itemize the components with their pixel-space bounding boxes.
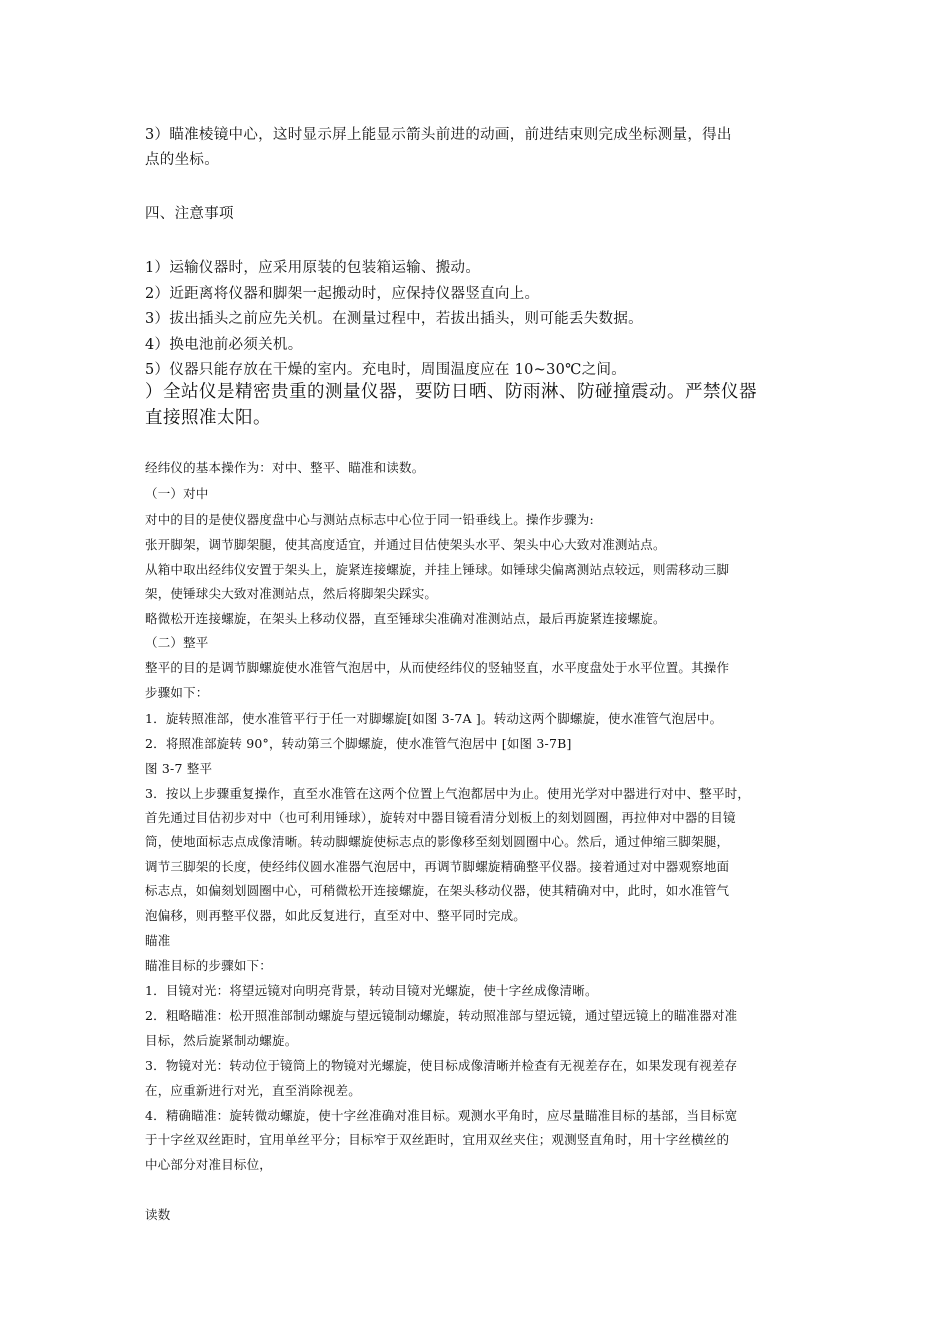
note-6-line-1: ）全站仪是精密贵重的测量仪器，要防日晒、防雨淋、防碰撞震动。严禁仪器 (145, 382, 757, 402)
item-3-line-2: 点的坐标。 (145, 152, 219, 168)
aiming-intro: 瞄准目标的步骤如下： (145, 958, 273, 973)
intro-paragraph: 经纬仪的基本操作为：对中、整平、瞄准和读数。 (145, 460, 425, 475)
aiming-step-4-line-1: 4．精确瞄准：旋转微动螺旋，使十字丝准确对准目标。观测水平角时，应尽量瞄准目标的基部，当目标宽 (145, 1108, 738, 1123)
leveling-step-2: 2．将照准部旋转 90°，转动第三个脚螺旋，使水准管气泡居中 [如图 3-7B] (145, 736, 572, 751)
note-1: 1）运输仪器时，应采用原装的包装箱运输、搬动。 (145, 260, 481, 276)
subsection-heading-reading: 读数 (145, 1207, 171, 1222)
note-3: 3）拔出插头之前应先关机。在测量过程中，若拔出插头，则可能丢失数据。 (145, 311, 643, 327)
leveling-step-3-line-2: 首先通过目估初步对中（也可利用锤球），旋转对中器目镜看清分划板上的刻划圆圈，再拉伸对中器的目镜 (145, 810, 736, 825)
aiming-step-3-line-2: 在，应重新进行对光，直至消除视差。 (145, 1083, 361, 1098)
note-5: 5）仪器只能存放在干燥的室内。充电时，周围温度应在 10~30℃之间。 (145, 362, 627, 378)
leveling-step-3-line-4: 调节三脚架的长度，使经纬仪圆水准器气泡居中，再调节脚螺旋精确整平仪器。接着通过对中器观察地面 (145, 859, 730, 874)
leveling-step-3-line-5: 标志点，如偏刻划圆圈中心，可稍微松开连接螺旋，在架头移动仪器，使其精确对中，此时，如水准管气 (145, 883, 730, 898)
aiming-step-3-line-1: 3．物镜对光：转动位于镜筒上的物镜对光螺旋，使目标成像清晰并检查有无视差存在，如果发现有视差存 (145, 1058, 738, 1073)
aiming-step-2-line-1: 2．粗略瞄准：松开照准部制动螺旋与望远镜制动螺旋，转动照准部与望远镜，通过望远镜上的瞄准器对准 (145, 1008, 738, 1023)
section-heading-notes: 四、注意事项 (145, 206, 234, 222)
leveling-step-3-line-3: 筒，使地面标志点成像清晰。转动脚螺旋使标志点的影像移至刻划圆圈中心。然后，通过伸缩三脚架腿， (145, 834, 730, 849)
subsection-heading-aiming: 瞄准 (145, 933, 171, 948)
aiming-step-1: 1．目镜对光：将望远镜对向明亮背景，转动目镜对光螺旋，使十字丝成像清晰。 (145, 983, 598, 998)
leveling-step-1: 1．旋转照准部，使水准管平行于任一对脚螺旋[如图 3-7A ]。转动这两个脚螺旋，使水准管气泡居中。 (145, 711, 723, 726)
note-6-line-2: 直接照准太阳。 (145, 408, 271, 428)
figure-caption: 图 3-7 整平 (145, 761, 213, 776)
centering-purpose: 对中的目的是使仪器度盘中心与测站点标志中心位于同一铅垂线上。操作步骤为: (145, 512, 594, 527)
leveling-purpose-line-2: 步骤如下： (145, 685, 209, 700)
centering-step-adjust: 略微松开连接螺旋，在架头上移动仪器，直至锤球尖准确对准测站点，最后再旋紧连接螺旋。 (145, 611, 666, 626)
centering-step-mount-line-1: 从箱中取出经纬仪安置于架头上，旋紧连接螺旋，并挂上锤球。如锤球尖偏离测站点较远，则需移动三脚 (145, 562, 730, 577)
subsection-heading-leveling: （二）整平 (145, 635, 209, 650)
aiming-step-4-line-3: 中心部分对准目标位， (145, 1157, 273, 1172)
leveling-step-3-line-1: 3．按以上步骤重复操作，直至水准管在这两个位置上气泡都居中为止。使用光学对中器进行对中、整平时， (145, 786, 751, 801)
subsection-heading-centering: （一）对中 (145, 486, 209, 501)
centering-step-mount-line-2: 架，使锤球尖大致对准测站点，然后将脚架尖踩实。 (145, 586, 438, 601)
leveling-step-3-line-6: 泡偏移，则再整平仪器，如此反复进行，直至对中、整平同时完成。 (145, 908, 527, 923)
centering-step-tripod: 张开脚架，调节脚架腿，使其高度适宜，并通过目估使架头水平、架头中心大致对准测站点。 (145, 537, 666, 552)
note-2: 2）近距离将仪器和脚架一起搬动时，应保持仪器竖直向上。 (145, 286, 540, 302)
leveling-purpose-line-1: 整平的目的是调节脚螺旋使水准管气泡居中，从而使经纬仪的竖轴竖直，水平度盘处于水平位置。其操作 (145, 660, 730, 675)
item-3-line-1: 3）瞄准棱镜中心，这时显示屏上能显示箭头前进的动画，前进结束则完成坐标测量，得出 (145, 127, 732, 143)
aiming-step-2-line-2: 目标，然后旋紧制动螺旋。 (145, 1033, 298, 1048)
aiming-step-4-line-2: 于十字丝双丝距时，宜用单丝平分；目标窄于双丝距时，宜用双丝夹住；观测竖直角时，用十字丝横丝的 (145, 1132, 730, 1147)
note-4: 4）换电池前必须关机。 (145, 337, 303, 353)
